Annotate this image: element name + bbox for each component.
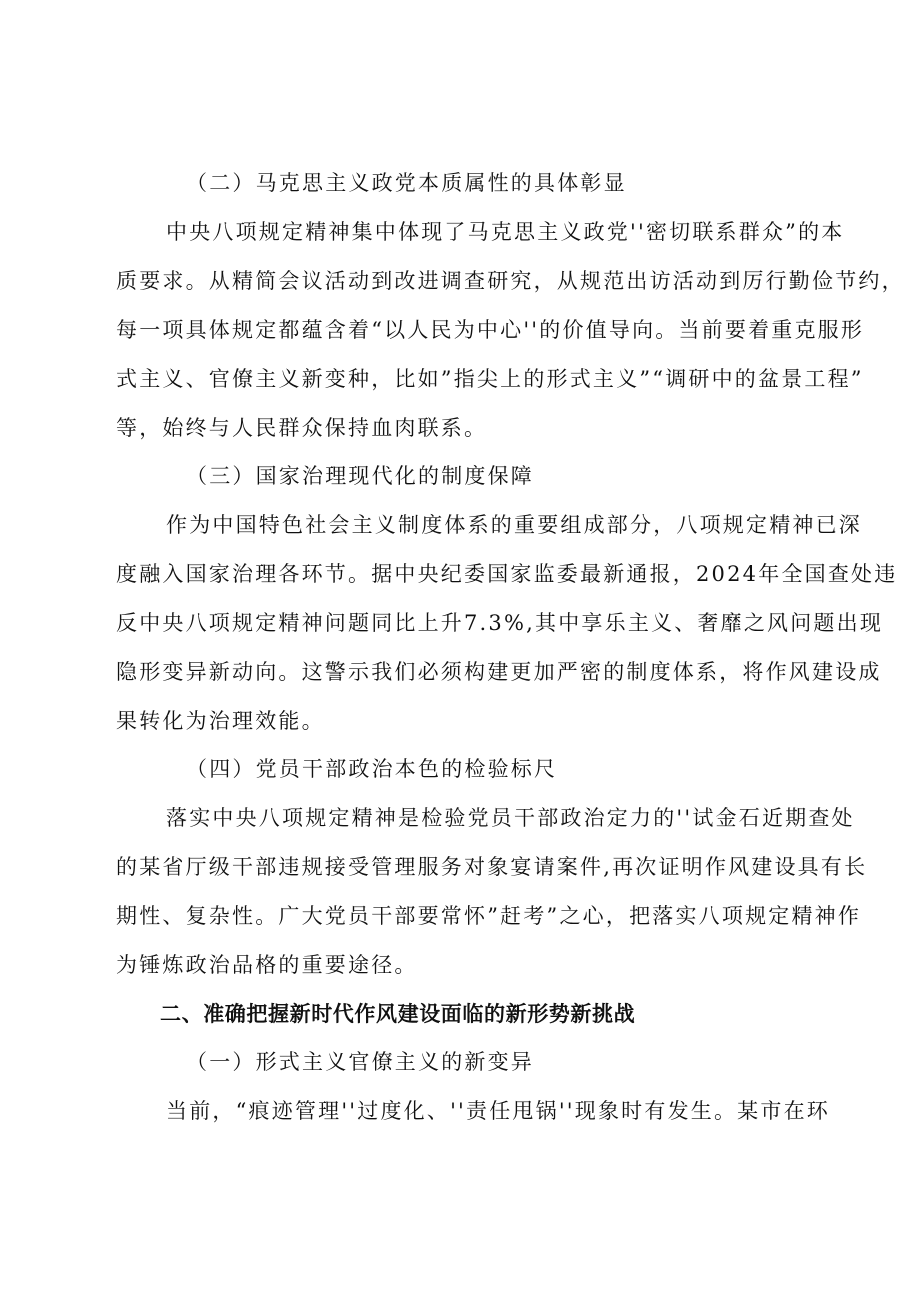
paragraph-line: 为锤炼政治品格的重要途径。 bbox=[116, 953, 418, 977]
paragraph-line: 隐形变异新动向。这警示我们必须构建更加严密的制度体系，将作风建设成 bbox=[116, 660, 882, 684]
subheading-2: （二）马克思主义政党本质属性的具体彰显 bbox=[186, 171, 627, 195]
paragraph-line: 反中央八项规定精神问题同比上升7.3%,其中享乐主义、奢靡之风问题出现 bbox=[116, 611, 884, 635]
subheading-1: （一）形式主义官僚主义的新变异 bbox=[186, 1050, 534, 1074]
paragraph-line: 当前，“痕迹管理''过度化、''责任甩锅''现象时有发生。某市在环 bbox=[166, 1099, 830, 1123]
paragraph-line: 落实中央八项规定精神是检验党员干部政治定力的''试金石近期查处 bbox=[166, 806, 855, 830]
paragraph-line: 每一项具体规定都蕴含着“以人民为中心''的价值导向。当前要着重克服形 bbox=[116, 318, 865, 342]
subheading-3: （三）国家治理现代化的制度保障 bbox=[186, 464, 534, 488]
paragraph-line: 果转化为治理效能。 bbox=[116, 709, 325, 733]
paragraph-line: 度融入国家治理各环节。据中央纪委国家监委最新通报，2024年全国查处违 bbox=[116, 562, 898, 586]
paragraph-line: 式主义、官僚主义新变种，比如”指尖上的形式主义”“调研中的盆景工程” bbox=[116, 367, 864, 391]
paragraph-line: 中央八项规定精神集中体现了马克思主义政党''密切联系群众”的本 bbox=[166, 220, 845, 244]
paragraph-line: 作为中国特色社会主义制度体系的重要组成部分，八项规定精神已深 bbox=[166, 513, 862, 537]
paragraph-line: 等，始终与人民群众保持血肉联系。 bbox=[116, 416, 488, 440]
paragraph-line: 期性、复杂性。广大党员干部要常怀”赶考”之心，把落实八项规定精神作 bbox=[116, 904, 862, 928]
section-heading-2: 二、准确把握新时代作风建设面临的新形势新挑战 bbox=[160, 1002, 636, 1026]
paragraph-line: 质要求。从精简会议活动到改进调查研究，从规范出访活动到厉行勤俭节约， bbox=[116, 269, 905, 293]
subheading-4: （四）党员干部政治本色的检验标尺 bbox=[186, 757, 558, 781]
paragraph-line: 的某省厅级干部违规接受管理服务对象宴请案件,再次证明作风建设具有长 bbox=[116, 855, 868, 879]
